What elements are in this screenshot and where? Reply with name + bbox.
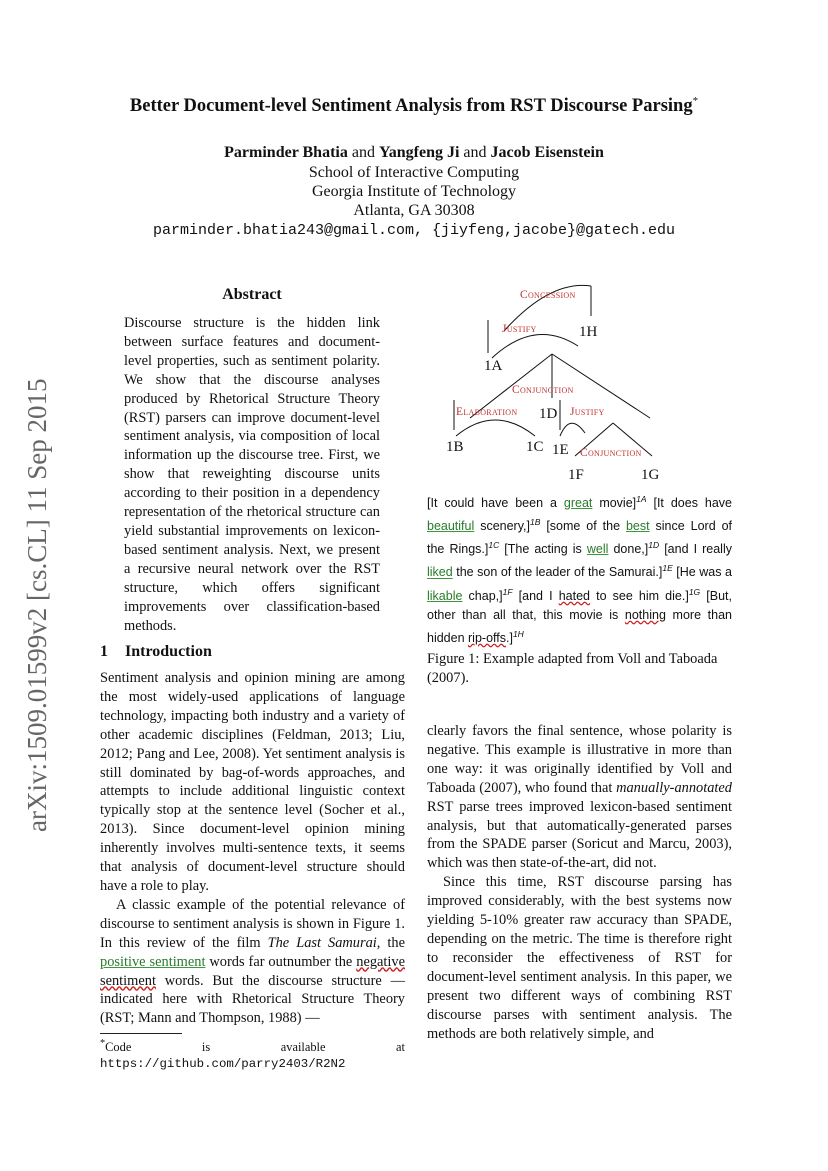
example-text-run: more than hidden bbox=[427, 607, 732, 645]
node-1b: 1B bbox=[446, 439, 464, 455]
positive-word: well bbox=[586, 542, 609, 557]
example-text-run: to see him die.] bbox=[589, 588, 689, 603]
positive-word: beautiful bbox=[427, 519, 475, 534]
author-list bbox=[60, 144, 768, 162]
footnote-mark: * bbox=[100, 1038, 106, 1049]
segment-marker-1h: 1H bbox=[512, 628, 524, 639]
intro-right-column bbox=[427, 722, 732, 1043]
positive-word: great bbox=[563, 496, 593, 511]
node-1f: 1F bbox=[568, 467, 584, 483]
positive-word: likable bbox=[427, 588, 463, 603]
segment-marker-1c: 1C bbox=[488, 540, 500, 551]
figure-caption: Figure 1: Example adapted from Voll and Taboada (2007). bbox=[427, 651, 718, 686]
example-text-run: movie] bbox=[592, 496, 637, 511]
intro-p2-part-c: words far outnumber the bbox=[205, 953, 357, 970]
example-text-run: since Lord of the Rings.] bbox=[427, 519, 733, 557]
affiliation-address: Atlanta, GA 30308 bbox=[353, 202, 475, 219]
affiliation-school: School of Interactive Computing bbox=[308, 164, 520, 181]
relation-conjunction-1: Conjunction bbox=[512, 384, 574, 396]
rst-tree-diagram bbox=[440, 278, 730, 488]
negative-word: rip-offs bbox=[468, 630, 506, 645]
footnote bbox=[100, 1036, 405, 1072]
negative-sentiment-phrase: negative sentiment bbox=[100, 953, 405, 989]
right-paragraph-1 bbox=[427, 722, 732, 873]
section-title: Introduction bbox=[125, 643, 212, 660]
example-text-run: [and I really bbox=[659, 542, 732, 557]
relation-conjunction-2: Conjunction bbox=[580, 447, 642, 459]
segment-marker-1d: 1D bbox=[648, 540, 660, 551]
intro-paragraph-1: Sentiment analysis and opinion mining are among the most widely-used applications of language technology, impacting both industry and a variety of other academic disciplines (Feldman, 2013; Liu, 2012; Pang and Lee, 2008). Yet sentiment analysis is still dominated by bag-of-words approaches, and attempts to include additional linguistic context typically stop at the sentence level (Socher et al., 2013). Since document-level opinion mining inherently involves multi-sentence texts, it seems that analysis of document-level structure should have a role to play. bbox=[100, 670, 405, 894]
segment-marker-1b: 1B bbox=[529, 517, 541, 528]
abstract-heading: Abstract bbox=[222, 286, 282, 303]
author-1: Parminder Bhatia bbox=[224, 144, 348, 161]
title-text: Better Document-level Sentiment Analysis from RST Discourse Parsing bbox=[129, 96, 693, 117]
intro-p2-part-d: words. But the discourse structure — indicated here with Rhetorical Structure Theory (RST; Mann and Thompson, 1988) — bbox=[100, 972, 405, 1027]
elaboration-arc bbox=[456, 420, 535, 436]
example-text-run: [It does have bbox=[646, 496, 732, 511]
positive-word: liked bbox=[427, 565, 453, 580]
author-3: Jacob Eisenstein bbox=[490, 144, 604, 161]
positive-sentiment-phrase: positive sentiment bbox=[100, 953, 206, 970]
paper-title bbox=[60, 95, 768, 117]
example-text-run: [It could have been a bbox=[427, 496, 564, 511]
justify-arc-2 bbox=[560, 423, 585, 436]
example-text-run: [and I bbox=[512, 588, 559, 603]
node-1g: 1G bbox=[641, 467, 660, 483]
film-title: The Last Samurai bbox=[267, 934, 377, 951]
abstract-text: Discourse structure is the hidden link between surface features and document-level properties, such as sentiment polarity. We show that the discourse analyses produced by Rhetorical Structure Theory (RST) parsers can improve document-level sentiment analysis, via composition of local information up the discourse tree. First, we show that reweighting discourse units according to their position in a dependency representation of the rhetorical structure can yield substantial improvements on lexicon-based sentiment analysis. Next, we present a recursive neural network over the RST structure, which offers significant improvements over classification-based methods. bbox=[124, 315, 380, 634]
justify-arc-1 bbox=[492, 334, 578, 358]
footnote-rule bbox=[100, 1033, 182, 1034]
figure-example-text bbox=[427, 490, 732, 648]
example-text-run: [some of the bbox=[540, 519, 626, 534]
right-p1-part-b: RST parse trees improved lexicon-based sentiment analysis, but that automatically-generated parses from the SPADE parser (Soricut and Marcu, 2003), which was then state-of-the-art, did not. bbox=[427, 798, 732, 872]
intro-paragraph-2 bbox=[100, 896, 405, 1028]
example-text-run: done,] bbox=[608, 542, 649, 557]
negative-word: nothing bbox=[624, 607, 666, 622]
node-1h: 1H bbox=[579, 324, 598, 340]
affiliation-institute: Georgia Institute of Technology bbox=[311, 183, 517, 200]
relation-justify-2: Justify bbox=[570, 406, 605, 418]
footnote-url[interactable]: https://github.com/parry2403/R2N2 bbox=[100, 1057, 346, 1072]
section-heading-introduction bbox=[100, 643, 212, 661]
negative-word: hated bbox=[558, 588, 590, 603]
intro-p2-part-b: , the bbox=[376, 934, 405, 951]
author-sep-1: and bbox=[351, 144, 375, 161]
footnote-text: Code is available at bbox=[105, 1040, 405, 1055]
author-emails: parminder.bhatia243@gmail.com, {jiyfeng,jacobe}@gatech.edu bbox=[152, 222, 676, 239]
relation-concession: Concession bbox=[520, 289, 576, 301]
example-text-run: .] bbox=[506, 630, 513, 645]
relation-justify-1: Justify bbox=[502, 323, 537, 335]
node-1c: 1C bbox=[526, 439, 544, 455]
segment-marker-1g: 1G bbox=[688, 586, 701, 597]
title-footnote-mark: * bbox=[692, 95, 699, 107]
intro-p2-part-a: A classic example of the potential relevance of discourse to sentiment analysis is shown in Figure 1. In this review of the film bbox=[100, 896, 405, 951]
segment-marker-1f: 1F bbox=[502, 586, 513, 597]
example-text-run: [The acting is bbox=[499, 542, 587, 557]
example-text-run: scenery,] bbox=[474, 519, 530, 534]
example-text-run: the son of the leader of the Samurai.] bbox=[452, 565, 663, 580]
intro-left-column bbox=[100, 669, 405, 1028]
segment-marker-1e: 1E bbox=[662, 563, 673, 574]
positive-word: best bbox=[625, 519, 650, 534]
example-text-run: [But, other than all that, this movie is bbox=[427, 588, 732, 622]
author-2: Yangfeng Ji bbox=[378, 144, 460, 161]
author-sep-2: and bbox=[463, 144, 487, 161]
arxiv-identifier: arXiv:1509.01599v2 [cs.CL] 11 Sep 2015 bbox=[22, 378, 52, 832]
node-1d: 1D bbox=[539, 406, 558, 422]
example-text-run: chap,] bbox=[462, 588, 503, 603]
right-p1-emphasis: manually-annotated bbox=[616, 779, 732, 796]
right-p1-part-a: clearly favors the final sentence, whose polarity is negative. This example is illustrative in more than one way: it was originally identified by Voll and Taboada (2007), who found that bbox=[427, 723, 732, 796]
segment-marker-1a: 1A bbox=[636, 494, 647, 504]
section-number: 1 bbox=[100, 643, 108, 660]
example-text-run: [He was a bbox=[672, 565, 732, 580]
node-1a: 1A bbox=[484, 358, 503, 374]
right-paragraph-2: Since this time, RST discourse parsing has improved considerably, with the best systems now yielding 5-10% greater raw accuracy than SPADE, depending on the metric. The time is therefore right to reconsider the effectiveness of RST for document-level sentiment analysis. In this paper, we present two different ways of combining RST discourse parses with sentiment analysis. The methods are both relatively simple, and bbox=[427, 874, 732, 1042]
node-1e: 1E bbox=[552, 442, 569, 458]
relation-elaboration: Elaboration bbox=[456, 406, 518, 418]
